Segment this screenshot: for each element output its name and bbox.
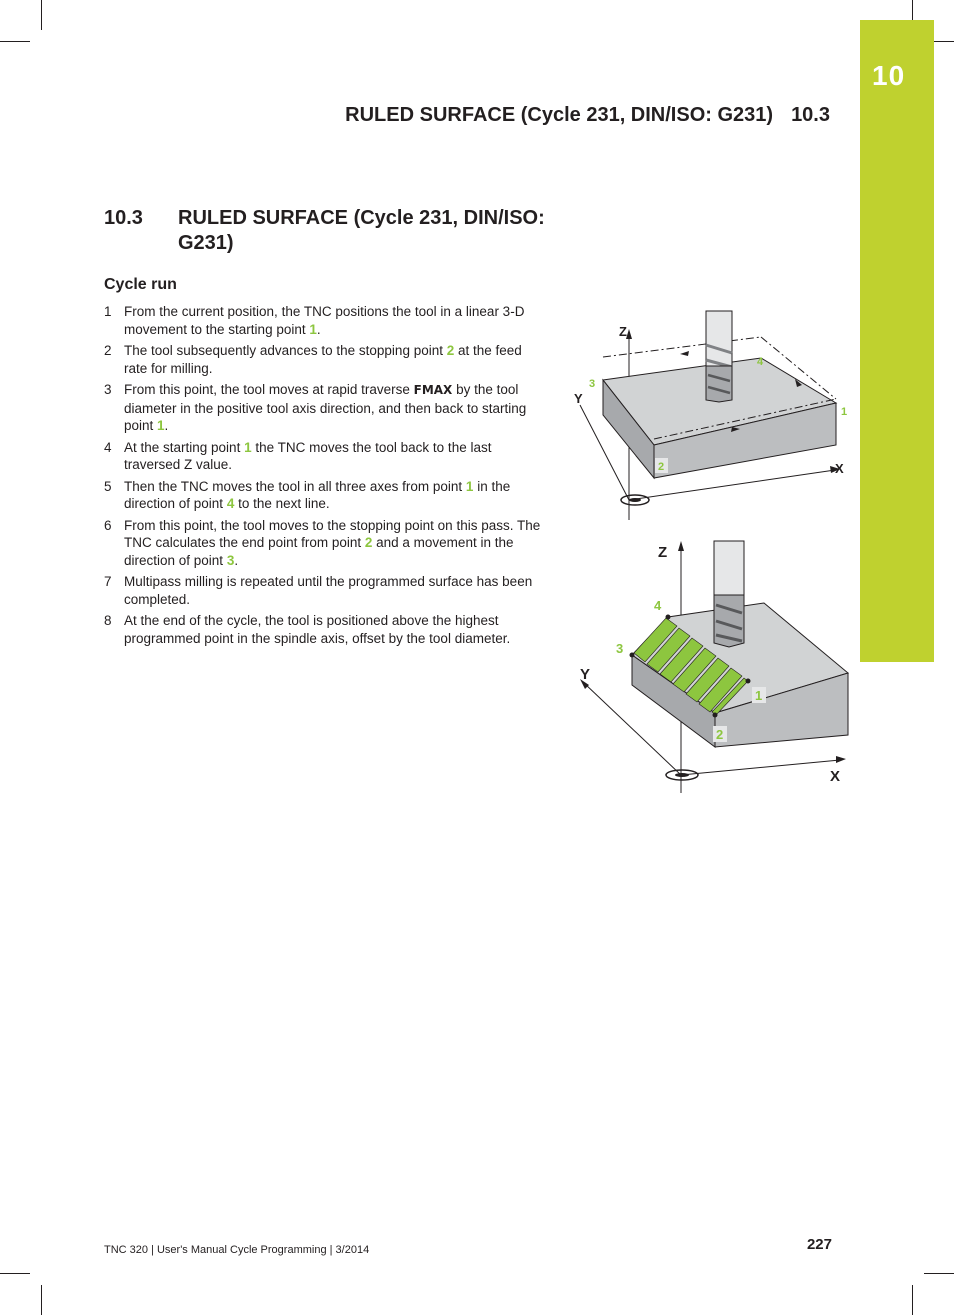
page-number: 227 xyxy=(806,1236,832,1253)
point-2-label: 2 xyxy=(658,461,665,473)
y-axis-label: Y xyxy=(574,391,583,406)
list-item: 7 Multipass milling is repeated until the programmed surface has been completed. xyxy=(104,574,533,607)
section-number: 10.3 xyxy=(104,207,143,229)
z-axis-label: Z xyxy=(619,324,627,339)
running-section: 10.3 xyxy=(791,104,830,126)
list-item: 4 At the starting point 1 the TNC moves the tool back to the last traversed Z value. xyxy=(104,439,492,472)
ruled-surface-figure-bottom xyxy=(570,535,860,795)
point-3-label: 3 xyxy=(616,641,624,656)
x-axis-label: X xyxy=(835,461,844,476)
z-axis-label: Z xyxy=(658,544,668,561)
point-1-label: 1 xyxy=(841,406,848,418)
list-item: 5 Then the TNC moves the tool in all three axes from point 1 in the direction of point 4 to the next line. xyxy=(104,478,511,511)
point-2-label: 2 xyxy=(716,727,724,742)
list-item: 6 From this point, the tool moves to the stopping point on this pass. The TNC calculates the end point from point 2 and a movement in the direction of point 3. xyxy=(104,517,541,568)
crop-mark xyxy=(924,1273,954,1274)
crop-mark xyxy=(41,0,42,30)
running-header xyxy=(345,104,830,127)
list-item: 3 From this point, the tool moves at rapid traverse FMAX by the tool diameter in the positive tool axis direction, and then back to starting point 1. xyxy=(104,382,527,433)
crop-mark xyxy=(0,1273,30,1274)
section-title: RULED SURFACE (Cycle 231, DIN/ISO: G231) xyxy=(178,207,545,254)
x-axis-label: X xyxy=(830,768,841,785)
chapter-tab xyxy=(860,20,934,662)
list-item: 1 From the current position, the TNC positions the tool in a linear 3-D movement to the starting point 1. xyxy=(104,304,525,337)
crop-mark xyxy=(912,1285,913,1315)
point-4-label: 4 xyxy=(757,356,764,368)
point-3-label: 3 xyxy=(589,378,596,390)
point-1-label: 1 xyxy=(755,688,763,703)
crop-mark xyxy=(41,1285,42,1315)
running-title: RULED SURFACE (Cycle 231, DIN/ISO: G231) xyxy=(345,104,774,126)
chapter-number: 10 xyxy=(872,60,906,91)
crop-mark xyxy=(0,41,30,42)
ruled-surface-figure-top xyxy=(570,305,860,525)
list-item: 2 The tool subsequently advances to the stopping point 2 at the feed rate for milling. xyxy=(104,343,522,376)
y-axis-label: Y xyxy=(580,666,591,683)
list-item: 8 At the end of the cycle, the tool is positioned above the highest programmed point in the spindle axis, offset by the tool diameter. xyxy=(104,613,511,646)
subsection-title: Cycle run xyxy=(104,276,177,293)
point-4-label: 4 xyxy=(654,598,662,613)
footer-text: TNC 320 | User's Manual Cycle Programming | 3/2014 xyxy=(104,1244,370,1256)
cycle-steps-list xyxy=(104,303,544,651)
